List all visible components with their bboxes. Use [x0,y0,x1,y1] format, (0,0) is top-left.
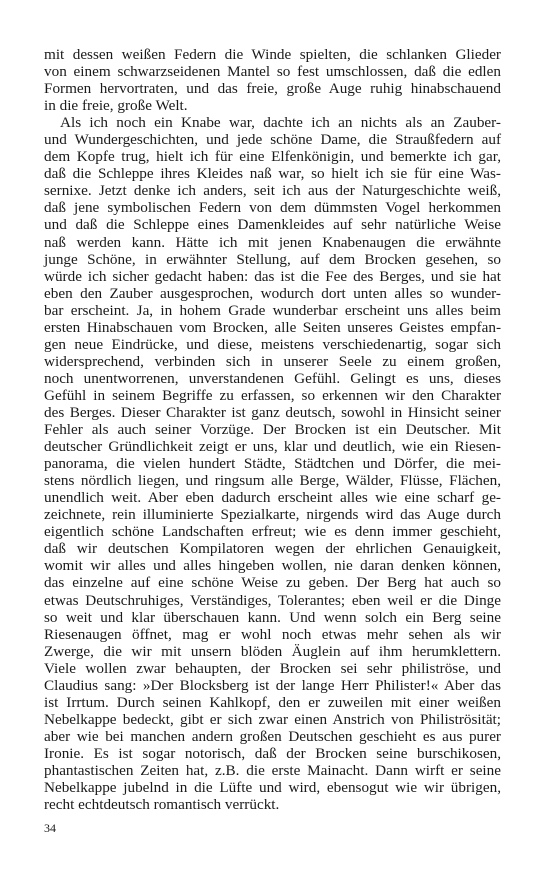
text-line: daß die Schleppe ihres Kleides naß war, so hielt ich sie für eine Was- [44,165,501,183]
text-line: naß werden kann. Hätte ich mit jenen Knabenaugen die erwähnte [44,233,501,251]
text-line: so weit und klar überschauen kann. Und wenn solch ein Berg seine [44,608,501,626]
text-line: phantastischen Zeiten hat, z.B. die erste Mainacht. Dann wirft er seine [44,761,501,779]
text-line: Gefühl in seinem Begriffe zu erfassen, so erkennen wir den Charakter [44,386,501,404]
paragraph [44,46,501,114]
text-line: recht echtdeutsch romantisch verrückt. [44,796,280,814]
text-line: eigentlich schöne Landschaften erfreut; wie es denn immer geschieht, [44,523,501,541]
text-line: aber wie bei manchen andern großen Deutschen geschieht es aus purer [44,727,501,745]
text-line: ersten Hinabschauen vom Brocken, alle Seiten unseres Geistes empfan- [44,318,501,336]
text-line: womit wir alles und alles hingeben wollen, nie daran denken können, [44,557,501,575]
text-line: daß wir deutschen Kompilatoren wegen der ehrlichen Genauigkeit, [44,540,501,558]
text-line: des Berges. Dieser Charakter ist ganz deutsch, sowohl in Hinsicht seiner [44,403,501,421]
text-line: Nebelkappe bedeckt, gibt er sich zwar einen Anstrich von Philiströsität; [44,710,501,728]
text-line: stens nördlich liegen, und ringsum alle Berge, Wälder, Flüsse, Flächen, [44,472,501,490]
text-line: eben den Zauber ausgesprochen, wodurch dort unten alles so wunder- [44,284,501,302]
text-line: Riesenaugen öffnet, mag er wohl noch etwas mehr sehen als wir [44,625,501,643]
text-line: Fehler als auch seiner Vorzüge. Der Brocken ist ein Deutscher. Mit [44,421,501,439]
text-line: unendlich weit. Aber eben dadurch erscheint alles wie eine scharf ge- [44,489,501,507]
text-line: widersprechend, verbinden sich in unserer Seele zu einem großen, [44,352,501,370]
text-line: panorama, die vielen hundert Städte, Städtchen und Dörfer, die mei- [44,455,501,473]
text-line: etwas Deutschruhiges, Verständiges, Tolerantes; eben weil er die Dinge [44,591,501,609]
body-text [44,46,501,813]
text-line: ist Irrtum. Durch seinen Kahlkopf, den er zuweilen mit einer weißen [44,693,501,711]
text-line: das einzelne auf eine schöne Weise zu geben. Der Berg hat auch so [44,574,501,592]
text-line: Ironie. Es ist sogar notorisch, daß der Brocken seine burschikosen, [44,744,501,762]
text-line: Viele wollen zwar behaupten, der Brocken sei sehr philiströse, und [44,659,501,677]
text-line: noch unentworrenen, unverstandenen Gefühl. Gelingt es uns, dieses [44,369,501,387]
text-line: Als ich noch ein Knabe war, dachte ich an nichts als an Zauber- [60,114,501,132]
text-line: und Wundergeschichten, und jede schöne Dame, die Straußfedern auf [44,131,501,149]
text-line: deutscher Gründlichkeit zeigt er uns, klar und deutlich, wie ein Riesen- [44,438,501,456]
text-line: bar erscheint. Ja, in hohem Grade wunderbar erscheint uns alles beim [44,301,501,319]
text-line: sernixe. Jetzt denke ich anders, seit ich aus der Naturgeschichte weiß, [44,182,501,200]
text-line: von einem schwarzseidenen Mantel so fest umschlossen, daß die edlen [44,63,501,81]
text-line: junge Schöne, in erwähnter Stellung, auf dem Brocken gesehen, so [44,250,501,268]
text-line: dem Kopfe trug, hielt ich für eine Elfenkönigin, und bemerkte ich gar, [44,148,501,166]
text-line: Zwerge, die wir mit unsern blöden Äuglein auf ihm herumklettern. [44,642,501,660]
text-line: mit dessen weißen Federn die Winde spielten, die schlanken Glieder [44,46,501,63]
text-line: gen neue Eindrücke, und diese, meistens verschiedenartig, sogar sich [44,335,501,353]
text-line: daß jene symbolischen Federn von dem dümmsten Vogel herkommen [44,199,501,217]
page-number: 34 [44,821,56,835]
text-line: und daß die Schleppe eines Damenkleides auf sehr natürliche Weise [44,216,501,234]
text-line: Claudius sang: »Der Blocksberg ist der lange Herr Philister!« Aber das [44,676,501,694]
text-line: Nebelkappe jubelnd in die Lüfte und wird, ebensogut wie wir übrigen, [44,779,501,797]
paragraph [44,114,501,813]
text-line: würde ich sicher gedacht haben: das ist die Fee des Berges, und sie hat [44,267,501,285]
text-line: zeichnete, rein illuminierte Spezialkarte, nirgends wird das Auge durch [44,506,501,524]
text-line: in die freie, große Welt. [44,97,188,115]
text-line: Formen hervortraten, und das freie, große Auge ruhig hinabschauend [44,80,501,98]
